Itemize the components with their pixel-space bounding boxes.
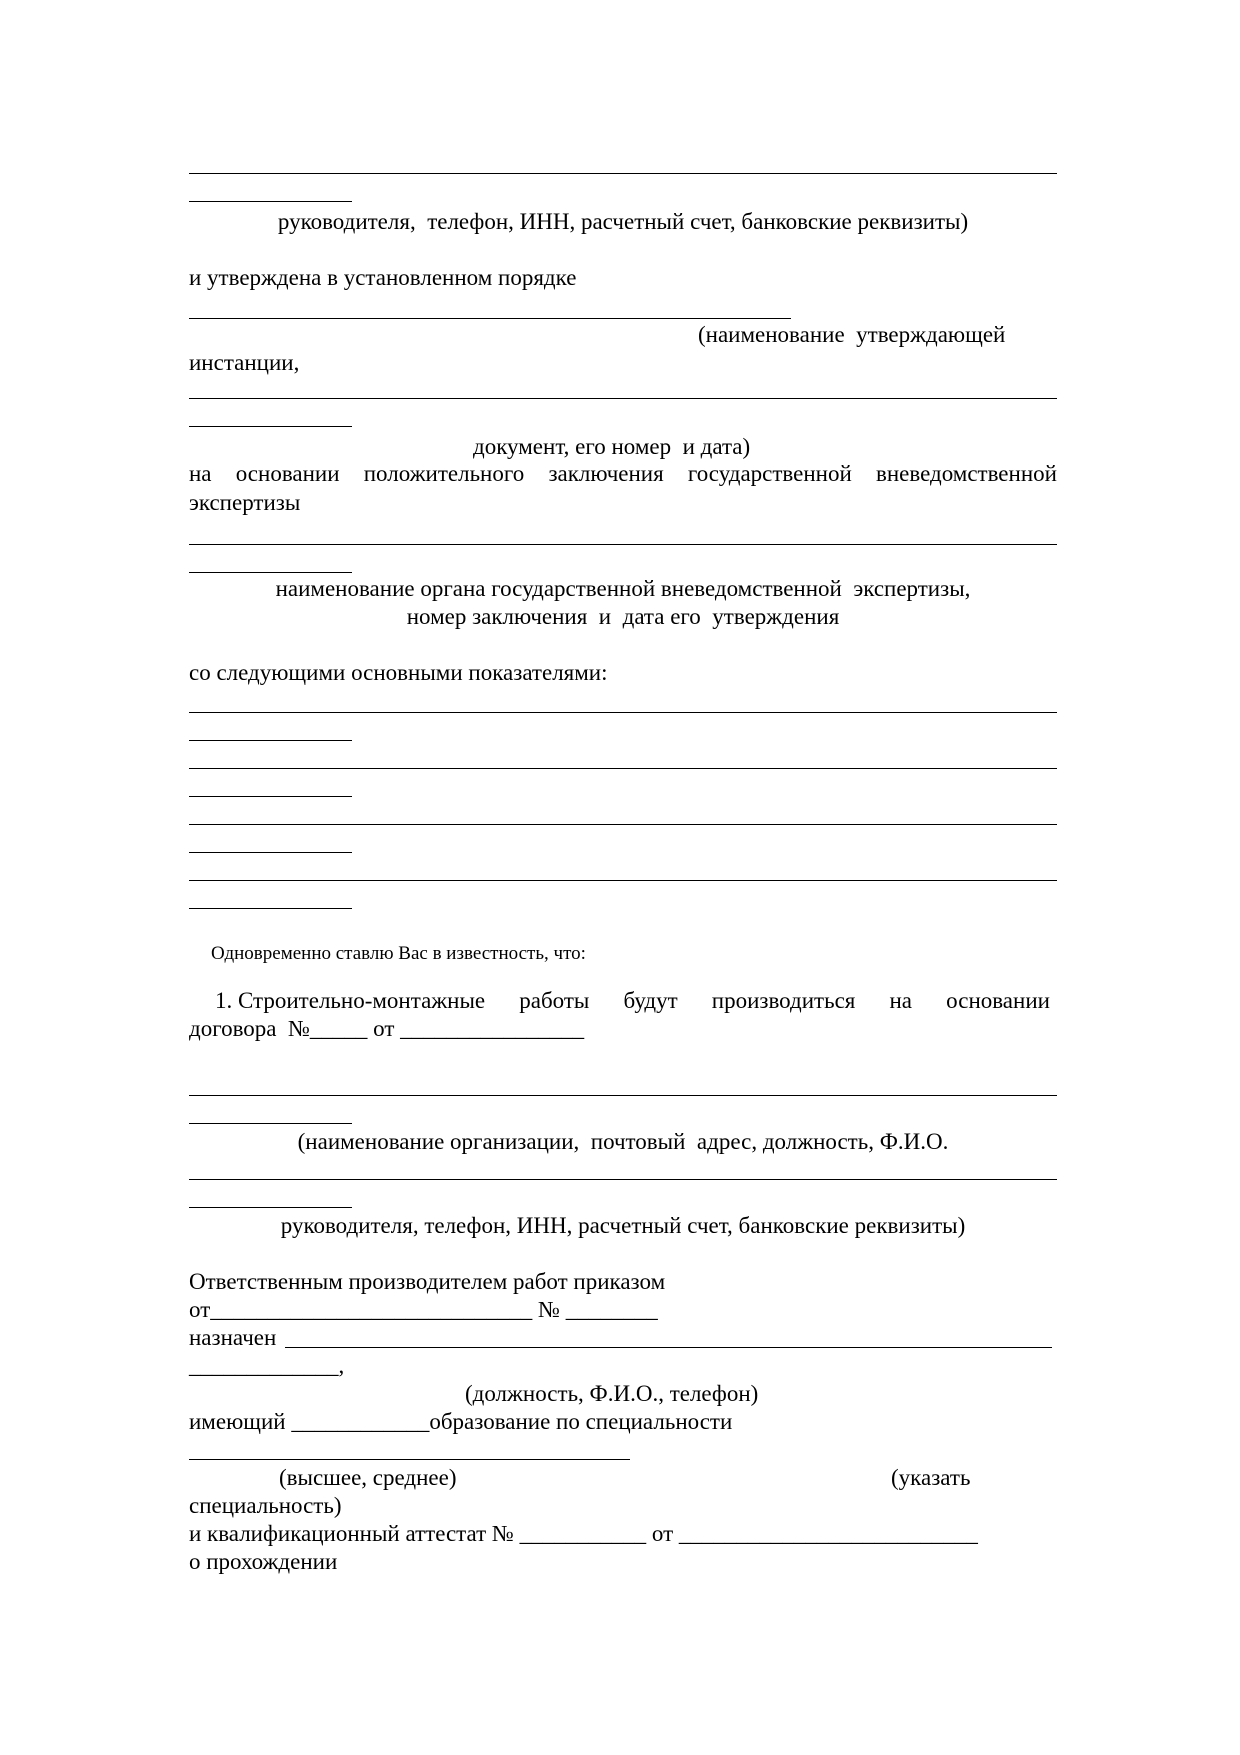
notice-line: Одновременно ставлю Вас в известность, что: <box>211 943 586 964</box>
caption-education: (высшее, среднее) <box>279 1465 457 1490</box>
order-line: от____________________________ № ________ <box>189 1297 658 1322</box>
blank-line <box>189 318 791 319</box>
basis-word: вневедомственной <box>876 461 1057 486</box>
blank-line-tail <box>189 572 352 573</box>
blank-line <box>189 544 1057 545</box>
basis-word: государственной <box>687 461 852 486</box>
caption-document-number-date: документ, его номер и дата) <box>473 434 751 459</box>
caption-position: (должность, Ф.И.О., телефон) <box>465 1381 759 1406</box>
blank-line-tail <box>189 426 352 427</box>
item1-word: основании <box>946 988 1050 1013</box>
caption-expertise-number: номер заключения и дата его утверждения <box>406 604 840 629</box>
item1-line <box>215 987 1050 1015</box>
blank-line <box>189 1095 1057 1096</box>
blank-line <box>189 398 1057 399</box>
having-line: имеющий ____________образование по специальности <box>189 1409 733 1434</box>
item1-word: будут <box>623 988 678 1013</box>
contract-line: договора №_____ от ________________ <box>189 1016 585 1041</box>
caption-approving-authority: (наименование утверждающей <box>698 322 1006 347</box>
blank-line <box>189 1179 1057 1180</box>
basis-word: заключения <box>548 461 664 486</box>
basis-line-2: экспертизы <box>189 490 301 515</box>
caption-instance: инстанции, <box>189 350 300 375</box>
blank-line-tail <box>189 201 352 202</box>
blank-line-tail <box>189 908 352 909</box>
caption-specialty: специальность) <box>189 1493 342 1518</box>
approved-line: и утверждена в установленном порядке <box>189 265 577 290</box>
caption-organization: (наименование организации, почтовый адрес, должность, Ф.И.О. <box>297 1129 949 1154</box>
caption-expertise-organ: наименование органа государственной вневедомственной экспертизы, <box>275 576 971 601</box>
basis-word: положительного <box>363 461 525 486</box>
indicators-line: со следующими основными показателями: <box>189 660 608 685</box>
caption-requisites-2: руководителя, телефон, ИНН, расчетный счет, банковские реквизиты) <box>280 1213 966 1238</box>
blank-line-tail <box>189 740 352 741</box>
blank-line <box>189 768 1057 769</box>
basis-line <box>189 460 1057 488</box>
item1-word: работы <box>519 988 590 1013</box>
blank-line-tail <box>189 852 352 853</box>
blank-line-tail <box>189 796 352 797</box>
blank-line-tail <box>189 1123 352 1124</box>
caption-requisites: руководителя, телефон, ИНН, расчетный счет, банковские реквизиты) <box>277 209 969 234</box>
basis-word: на <box>189 461 212 486</box>
basis-word: основании <box>235 461 340 486</box>
item1-word: на <box>889 988 913 1013</box>
blank-line-tail <box>189 1207 352 1208</box>
blank-line <box>189 173 1057 174</box>
item1-word: 1. Строительно-монтажные <box>215 988 486 1013</box>
passing-line: о прохождении <box>189 1549 338 1574</box>
blank-line <box>189 880 1057 881</box>
comma-line: _____________, <box>189 1353 345 1378</box>
item1-word: производиться <box>711 988 856 1013</box>
blank-line <box>285 1347 1052 1348</box>
certificate-line: и квалификационный аттестат № ___________ от __________________________ <box>189 1521 978 1546</box>
appointed-label: назначен <box>189 1325 277 1350</box>
blank-line <box>189 712 1057 713</box>
responsible-line: Ответственным производителем работ приказом <box>189 1269 666 1294</box>
caption-specify: (указать <box>891 1465 971 1490</box>
blank-line <box>189 824 1057 825</box>
blank-line <box>189 1459 630 1460</box>
